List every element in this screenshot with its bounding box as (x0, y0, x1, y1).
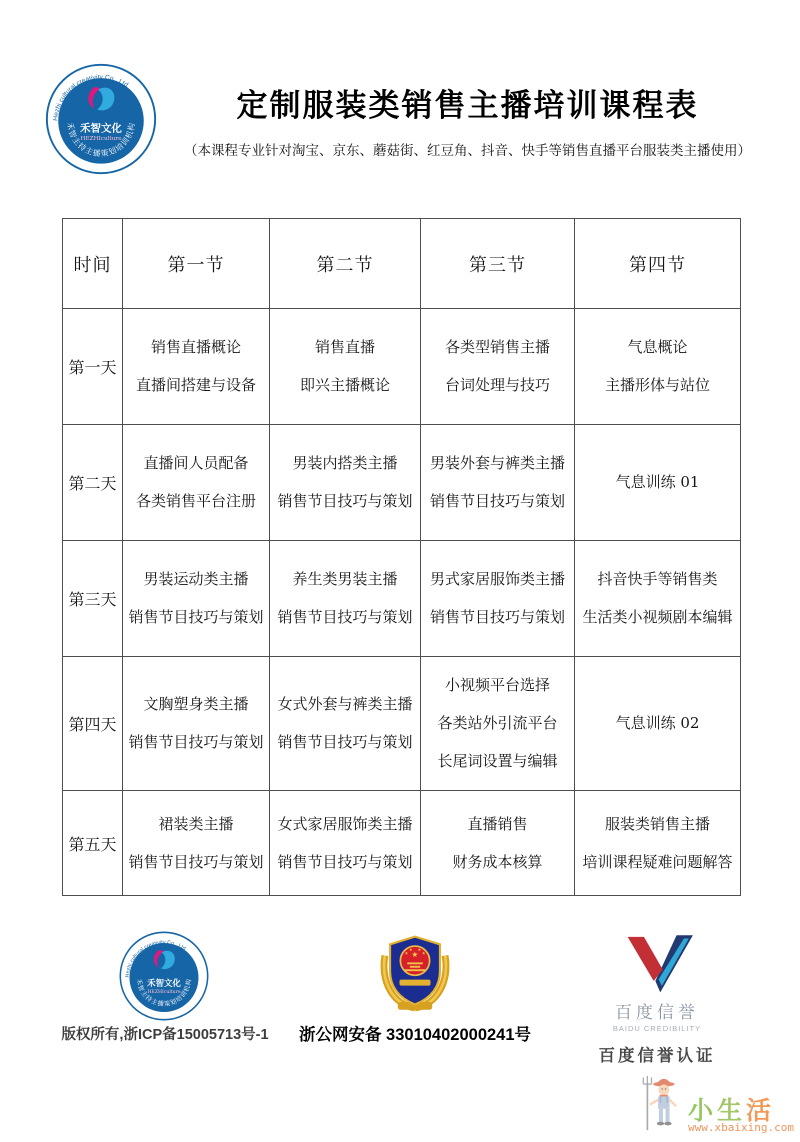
course-line: 气息训练 02 (615, 714, 700, 732)
course-line: 男装外套与裤类主播 (429, 454, 565, 472)
course-line: 抖音快手等销售类 (597, 570, 718, 588)
course-cell (270, 657, 421, 791)
course-cell (575, 541, 741, 657)
course-cell (123, 657, 270, 791)
course-cell (421, 425, 575, 541)
table-row (63, 791, 741, 896)
course-line: 培训课程疑难问题解答 (582, 852, 733, 871)
svg-text:★: ★ (404, 950, 409, 956)
copyright-icp-text: 版权所有,浙ICP备15005713号-1 (61, 1027, 269, 1043)
company-logo-footer (118, 930, 210, 1022)
course-line: 财务成本核算 (452, 852, 543, 871)
course-cell (123, 425, 270, 541)
baidu-certified-text: 百度信誉认证 (598, 1047, 716, 1065)
svg-text:★: ★ (421, 950, 426, 956)
course-line: 养生类男装主播 (292, 570, 398, 588)
course-line: 文胸塑身类主播 (143, 695, 249, 713)
course-line: 服装类销售主播 (604, 814, 710, 833)
course-cell (123, 541, 270, 657)
svg-text:HEZHIculture: HEZHIculture (80, 135, 122, 142)
column-header-0: 时间 (63, 219, 123, 309)
table-row (63, 425, 741, 541)
day-cell: 第五天 (63, 791, 123, 896)
svg-text:★: ★ (408, 947, 413, 953)
course-line: 销售直播概论 (150, 338, 241, 356)
page-subtitle: （本课程专业针对淘宝、京东、蘑菇街、红豆角、抖音、快手等销售直播平台服装类主播使用） (184, 143, 751, 159)
course-line: 男装内搭类主播 (292, 454, 398, 472)
day-cell: 第一天 (63, 309, 123, 425)
watermark-site-name: 小生活 (688, 1096, 776, 1125)
baidu-credibility-en: BAIDU CREDIBILITY (612, 1024, 702, 1033)
day-cell: 第四天 (63, 657, 123, 791)
course-line: 销售节目技巧与策划 (277, 733, 413, 751)
course-cell (270, 541, 421, 657)
course-line: 主播形体与站位 (604, 376, 710, 394)
course-line: 男式家居服饰类主播 (429, 570, 565, 588)
course-line: 气息概论 (627, 338, 688, 356)
course-cell (575, 309, 741, 425)
course-line: 生活类小视频剧本编辑 (582, 608, 733, 626)
course-line: 男装运动类主播 (143, 570, 249, 588)
header (155, 80, 780, 159)
course-line: 各类销售平台注册 (135, 492, 256, 510)
course-line: 销售节目技巧与策划 (429, 492, 565, 510)
course-line: 销售节目技巧与策划 (128, 733, 264, 751)
course-line: 直播间搭建与设备 (135, 376, 256, 394)
course-line: 直播销售 (467, 814, 528, 833)
course-line: 各类站外引流平台 (437, 714, 558, 732)
company-logo (44, 62, 158, 176)
svg-text:★: ★ (411, 950, 419, 960)
column-header-2: 第二节 (270, 219, 421, 309)
course-cell (123, 309, 270, 425)
police-filing-text: 浙公网安备 33010402000241号 (298, 1026, 532, 1044)
svg-text:禾智主持主播策划培训机构: 禾智主持主播策划培训机构 (65, 121, 137, 159)
course-line: 气息训练 01 (615, 473, 700, 491)
police-badge-icon (372, 924, 458, 1018)
day-cell: 第二天 (63, 425, 123, 541)
course-cell (421, 657, 575, 791)
course-line: 女式家居服饰类主播 (277, 814, 413, 833)
course-line: 销售节目技巧与策划 (429, 608, 565, 626)
course-line: 销售节目技巧与策划 (277, 608, 413, 626)
svg-text:禾智主持主播策划培训机构: 禾智主持主播策划培训机构 (134, 978, 194, 1009)
course-line: 女式外套与裤类主播 (277, 695, 413, 713)
course-schedule-table (62, 218, 741, 896)
course-line: 销售节目技巧与策划 (128, 608, 264, 626)
svg-text:禾智文化: 禾智文化 (80, 122, 122, 135)
course-line: 长尾词设置与编辑 (437, 752, 558, 770)
svg-text:禾智文化: 禾智文化 (147, 977, 181, 988)
table-row (63, 657, 741, 791)
course-line: 销售节目技巧与策划 (277, 852, 413, 871)
site-watermark (640, 1068, 798, 1138)
course-line: 直播间人员配备 (143, 454, 249, 472)
column-header-4: 第四节 (575, 219, 741, 309)
course-cell (575, 791, 741, 896)
page-title: 定制服装类销售主播培训课程表 (236, 88, 699, 124)
course-cell (575, 425, 741, 541)
svg-text:HEZHIculture: HEZHIculture (147, 989, 181, 995)
course-cell (421, 541, 575, 657)
course-line: 台词处理与技巧 (444, 376, 550, 394)
table-header-row (63, 219, 741, 309)
course-line: 销售节目技巧与策划 (277, 492, 413, 510)
course-cell (270, 425, 421, 541)
course-line: 销售直播 (314, 338, 375, 356)
course-cell (421, 791, 575, 896)
table-row (63, 309, 741, 425)
column-header-3: 第三节 (421, 219, 575, 309)
watermark-url: www.xbaixing.com (688, 1121, 794, 1134)
course-line: 小视频平台选择 (444, 676, 550, 694)
day-cell: 第三天 (63, 541, 123, 657)
watermark-text (688, 1098, 794, 1138)
baidu-credibility-cn: 百度信誉 (615, 1003, 699, 1022)
table-row (63, 541, 741, 657)
course-cell (123, 791, 270, 896)
svg-text:★: ★ (417, 947, 422, 953)
column-header-1: 第一节 (123, 219, 270, 309)
course-line: 销售节目技巧与策划 (128, 852, 264, 871)
svg-text:Hezhi cultural creativity Co.,: Hezhi cultural creativity Co., Ltd (124, 939, 187, 978)
course-line: 裙装类主播 (158, 814, 234, 833)
course-line: 各类型销售主播 (444, 338, 550, 356)
course-cell (270, 791, 421, 896)
farmer-cartoon-icon (640, 1068, 686, 1138)
course-cell (421, 309, 575, 425)
svg-text:Hezhi cultural creativity Co.,: Hezhi cultural creativity Co., Ltd (52, 74, 130, 122)
course-line: 即兴主播概论 (299, 376, 390, 394)
baidu-credibility-block (583, 932, 731, 1066)
baidu-credibility-icon (617, 932, 697, 994)
course-cell (270, 309, 421, 425)
course-cell (575, 657, 741, 791)
